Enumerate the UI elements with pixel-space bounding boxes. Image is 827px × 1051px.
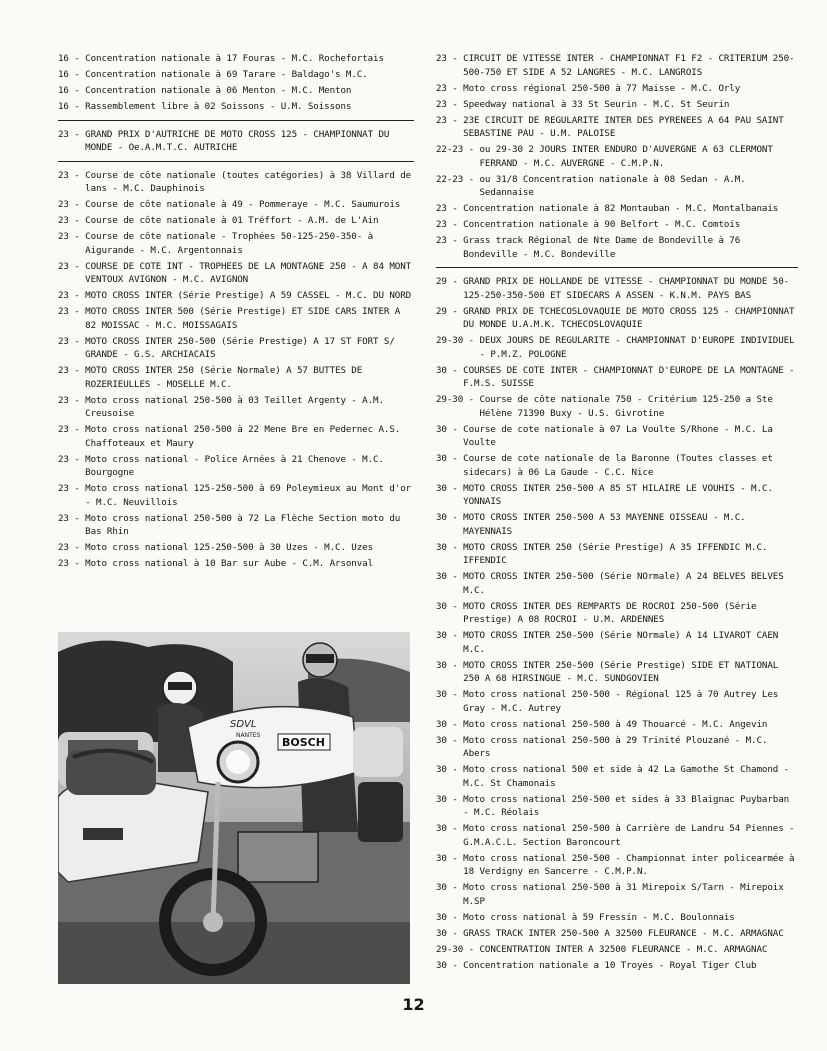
- entry-separator: -: [463, 335, 480, 346]
- entry-date: 30: [436, 689, 447, 700]
- calendar-entry: [436, 423, 798, 450]
- calendar-entry: [58, 214, 414, 228]
- entry-separator: -: [68, 215, 86, 226]
- entry-separator: -: [68, 394, 86, 406]
- calendar-entry: [436, 452, 798, 479]
- entry-text: 23E CIRCUIT DE REGULARITE INTER DES PYRENEES A 64 PAU SAINT SEBASTINE PAU - U.M. PALOISE: [463, 114, 784, 139]
- entry-date: 30: [436, 959, 447, 971]
- calendar-entry: [58, 541, 414, 555]
- right-group-1: [436, 52, 798, 261]
- entry-date: 23: [58, 394, 69, 406]
- entry-date: 23: [58, 231, 69, 242]
- entry-date: 23: [436, 98, 447, 110]
- right-column: [436, 52, 798, 975]
- entry-separator: -: [446, 453, 464, 464]
- entry-text: Moto cross national 250-500 à 72 La Flèche Section moto du Bas Rhin: [85, 512, 401, 537]
- entry-text: ou 29-30 2 JOURS INTER ENDURO D'AUVERGNE A 63 CLERMONT FERRAND - M.C. AUVERGNE - C.M.P.N.: [479, 144, 773, 169]
- entry-separator: -: [446, 541, 464, 553]
- entry-separator: -: [68, 169, 86, 181]
- entry-separator: -: [68, 453, 86, 465]
- calendar-entry: [58, 482, 414, 509]
- page-number: 12: [402, 995, 425, 1014]
- calendar-entry: [58, 260, 414, 287]
- entry-text: Concentration nationale a 10 Troyes - Royal Tiger Club: [463, 959, 757, 971]
- entry-separator: -: [446, 882, 464, 893]
- entry-separator: -: [446, 600, 464, 612]
- entry-separator: -: [446, 571, 464, 582]
- entry-date: 23: [58, 169, 69, 181]
- entry-separator: -: [68, 69, 86, 80]
- calendar-entry: [436, 763, 798, 790]
- entry-separator: -: [446, 911, 464, 923]
- calendar-entry: [436, 173, 798, 200]
- entry-separator: -: [68, 128, 86, 140]
- entry-date: 30: [436, 571, 447, 582]
- entry-text: Moto cross national 250-500 à 31 Mirepoix S/Tarn - Mirepoix M.SP: [463, 882, 784, 907]
- entry-separator: -: [446, 927, 464, 939]
- entry-text: Moto cross régional 250-500 à 77 Maisse - M.C. Orly: [463, 82, 741, 94]
- entry-date: 30: [436, 482, 447, 494]
- entry-date: 22-23: [436, 144, 464, 155]
- entry-text: Course de côte nationale 750 - Critérium 125-250 a Ste Hélène 71390 Buxy - U.S. Givrotine: [479, 394, 773, 419]
- entry-text: Concentration nationale à 17 Fouras - M.C. Rochefortais: [85, 53, 384, 64]
- entry-date: 23: [436, 219, 447, 230]
- entry-separator: -: [446, 364, 464, 376]
- entry-text: Moto cross national 125-250-500 à 69 Poleymieux au Mont d'or - M.C. Neuvillois: [85, 483, 412, 508]
- entry-date: 16: [58, 69, 69, 80]
- calendar-entry: [436, 114, 798, 141]
- entry-text: Moto cross national 250-500 à 29 Trinité Plouzané - M.C. Abers: [463, 734, 768, 759]
- entry-date: 23: [58, 558, 69, 569]
- entry-date: 23: [58, 199, 69, 210]
- entry-text: MOTO CROSS INTER 250-500 (Série Prestige) A 17 ST FORT S/ GRANDE - G.S. ARCHIACAIS: [85, 335, 395, 360]
- entry-text: Course de cote nationale à 07 La Voulte S/Rhone - M.C. La Voulte: [463, 423, 773, 448]
- calendar-entry: [58, 512, 414, 539]
- entry-separator: -: [68, 199, 86, 210]
- entry-text: MOTO CROSS INTER 500 (Série Prestige) ET SIDE CARS INTER A 82 MOISSAC - M.C. MOISSAGAIS: [85, 306, 401, 331]
- calendar-entry: [436, 822, 798, 849]
- entry-text: GRAND PRIX DE TCHECOSLOVAQUIE DE MOTO CROSS 125 - CHAMPIONNAT DU MONDE U.A.M.K. TCHECOSLOVAQUIE: [463, 305, 795, 330]
- calendar-entry: [58, 100, 414, 114]
- calendar-entry: [436, 82, 798, 96]
- entry-date: 16: [58, 85, 69, 96]
- entry-date: 23: [58, 483, 69, 494]
- entry-date: 23: [58, 542, 69, 553]
- entry-text: Moto cross national 250-500 et sides à 33 Blaignac Puybarban - M.C. Réolais: [463, 793, 790, 818]
- entry-text: Concentration nationale à 90 Belfort - M.C. Comtois: [463, 219, 741, 230]
- entry-date: 16: [58, 101, 69, 112]
- entry-text: MOTO CROSS INTER (Série Prestige) A 59 CASSEL - M.C. DU NORD: [85, 290, 412, 301]
- calendar-entry: [58, 335, 414, 362]
- entry-text: Course de côte nationale à 49 - Pommeraye - M.C. Saumurois: [85, 199, 401, 210]
- entry-date: 30: [436, 659, 447, 671]
- entry-date: 23: [58, 260, 69, 272]
- calendar-entry: [58, 453, 414, 480]
- entry-separator: -: [446, 423, 464, 435]
- entry-separator: -: [68, 335, 86, 347]
- calendar-entry: [436, 927, 798, 941]
- calendar-entry: [436, 718, 798, 732]
- entry-separator: -: [446, 823, 464, 834]
- entry-date: 30: [436, 423, 447, 435]
- entry-text: COURSE DE COTE INT - TROPHEES DE LA MONTAGNE 250 - A 84 MONT VENTOUX AVIGNON - M.C. AVIGNON: [85, 260, 412, 285]
- entry-text: Course de côte nationale - Trophées 50-125-250-350- à Aigurande - M.C. Argentonnais: [85, 231, 374, 256]
- entry-date: 23: [58, 424, 69, 435]
- entry-text: Concentration nationale à 06 Menton - M.C. Menton: [85, 85, 352, 96]
- entry-date: 29: [436, 276, 447, 287]
- entry-text: ou 31/8 Concentration nationale à 08 Sedan - A.M. Sedannaise: [479, 173, 746, 198]
- calendar-entry: [436, 202, 798, 216]
- entry-separator: -: [446, 219, 464, 230]
- calendar-entry: [58, 364, 414, 391]
- entry-date: 23: [58, 306, 69, 317]
- calendar-entry: [436, 911, 798, 925]
- entry-date: 22-23: [436, 173, 464, 185]
- entry-separator: -: [446, 276, 464, 287]
- entry-separator: -: [68, 290, 86, 301]
- entry-separator: -: [446, 959, 464, 971]
- entry-date: 30: [436, 512, 447, 523]
- entry-date: 23: [436, 53, 447, 64]
- entry-text: MOTO CROSS INTER DES REMPARTS DE ROCROI 250-500 (Série Prestige) A 08 ROCROI - U.M. ARDENNES: [463, 600, 757, 625]
- entry-date: 29-30: [436, 335, 464, 346]
- entry-separator: -: [463, 394, 480, 405]
- calendar-entry: [58, 557, 414, 571]
- entry-text: Moto cross national - Police Arnées à 21 Chenove - M.C. Bourgogne: [85, 453, 384, 478]
- calendar-entry: [436, 629, 798, 656]
- entry-date: 23: [58, 365, 69, 376]
- entry-text: Moto cross national à 10 Bar sur Aube - C.M. Arsonval: [85, 558, 374, 569]
- entry-separator: -: [68, 483, 86, 494]
- entry-date: 29: [436, 305, 447, 317]
- section-divider: [58, 120, 414, 121]
- section-divider: [58, 161, 414, 162]
- entry-text: Moto cross national 250-500 - Championnat inter policearmée à 18 Verdigny en Sancerre - C.M.P.N.: [463, 852, 795, 877]
- entry-date: 30: [436, 882, 447, 893]
- entry-separator: -: [68, 424, 86, 435]
- calendar-entry: [436, 852, 798, 879]
- calendar-entry: [436, 659, 798, 686]
- calendar-entry: [58, 198, 414, 212]
- entry-separator: -: [446, 98, 464, 110]
- entry-text: GRASS TRACK INTER 250-500 A 32500 FLEURANCE - M.C. ARMAGNAC: [463, 927, 784, 939]
- calendar-entry: [436, 959, 798, 973]
- calendar-entry: [58, 84, 414, 98]
- fairing-text: SDVL: [230, 719, 257, 730]
- calendar-entry: [436, 688, 798, 715]
- entry-date: 30: [436, 911, 447, 923]
- entry-date: 30: [436, 630, 447, 641]
- entry-text: CIRCUIT DE VITESSE INTER - CHAMPIONNAT F1 F2 - CRITERIUM 250-500-750 ET SIDE A 52 LANGRES - M.C. LANGROIS: [463, 53, 795, 78]
- calendar-entry: [58, 305, 414, 332]
- calendar-entry: [58, 169, 414, 196]
- calendar-entry: [436, 234, 798, 261]
- calendar-entry: [436, 511, 798, 538]
- entry-separator: -: [68, 306, 86, 317]
- entry-text: Concentration nationale à 82 Montauban - M.C. Montalbanais: [463, 203, 779, 214]
- calendar-entry: [436, 482, 798, 509]
- entry-date: 30: [436, 927, 447, 939]
- left-group-2: [58, 128, 414, 155]
- entry-separator: -: [446, 793, 464, 805]
- calendar-entry: [436, 334, 798, 361]
- entry-text: Grass track Régional de Nte Dame de Bondeville à 76 Bondeville - M.C. Bondeville: [463, 235, 741, 260]
- entry-separator: -: [446, 82, 464, 94]
- calendar-entry: [436, 734, 798, 761]
- entry-text: MOTO CROSS INTER 250-500 A 53 MAYENNE OISSEAU - M.C. MAYENNAIS: [463, 512, 746, 537]
- entry-separator: -: [446, 734, 464, 746]
- entry-date: 30: [436, 793, 447, 805]
- entry-date: 30: [436, 541, 447, 553]
- entry-text: GRAND PRIX D'AUTRICHE DE MOTO CROSS 125 - CHAMPIONNAT DU MONDE - Oe.A.M.T.C. AUTRICHE: [85, 128, 390, 153]
- entry-date: 30: [436, 718, 447, 730]
- entry-separator: -: [68, 365, 86, 376]
- entry-separator: -: [68, 512, 86, 524]
- calendar-entry: [436, 275, 798, 302]
- entry-text: MOTO CROSS INTER 250-500 (Série NOrmale) A 14 LIVAROT CAEN M.C.: [463, 630, 779, 655]
- entry-separator: -: [68, 260, 86, 272]
- sponsor-text: BOSCH: [282, 736, 325, 749]
- entry-date: 23: [58, 453, 69, 465]
- entry-text: Course de cote nationale de la Baronne (Toutes classes et sidecars) à 06 La Gaude - C.C. Nice: [463, 453, 773, 478]
- calendar-entry: [436, 305, 798, 332]
- calendar-entry: [436, 881, 798, 908]
- calendar-entry: [58, 128, 414, 155]
- entry-date: 30: [436, 852, 447, 864]
- entry-separator: -: [463, 943, 480, 955]
- entry-date: 23: [58, 335, 69, 347]
- left-column: [58, 52, 414, 573]
- entry-separator: -: [446, 718, 464, 730]
- entry-date: 30: [436, 600, 447, 612]
- entry-text: DEUX JOURS DE REGULARITE - CHAMPIONNAT D'EUROPE INDIVIDUEL - P.M.Z. POLOGNE: [479, 335, 795, 360]
- entry-text: CONCENTRATION INTER A 32500 FLEURANCE - M.C. ARMAGNAC: [479, 943, 768, 955]
- entry-date: 30: [436, 764, 447, 775]
- entry-date: 29-30: [436, 394, 464, 405]
- sidecar-photo: [58, 632, 410, 984]
- entry-separator: -: [446, 659, 464, 671]
- entry-text: COURSES DE COTE INTER - CHAMPIONNAT D'EUROPE DE LA MONTAGNE - F.M.S. SUISSE: [463, 364, 795, 389]
- calendar-entry: [436, 541, 798, 568]
- entry-date: 30: [436, 364, 447, 376]
- fairing-subtext: NANTES: [236, 732, 261, 739]
- entry-text: MOTO CROSS INTER 250-500 (Série NOrmale) A 24 BELVES BELVES M.C.: [463, 571, 784, 596]
- entry-date: 23: [436, 114, 447, 126]
- entry-text: Moto cross national 250-500 à 49 Thouarcé - M.C. Angevin: [463, 718, 768, 730]
- entry-separator: -: [68, 542, 86, 553]
- left-group-3: [58, 169, 414, 571]
- calendar-entry: [436, 52, 798, 79]
- entry-date: 30: [436, 734, 447, 746]
- entry-separator: -: [446, 305, 464, 317]
- left-group-1: [58, 52, 414, 114]
- entry-text: MOTO CROSS INTER 250-500 A 85 ST HILAIRE LE VOUHIS - M.C. YONNAIS: [463, 482, 773, 507]
- entry-text: Speedway national à 33 St Seurin - M.C. St Seurin: [463, 98, 730, 110]
- entry-text: Moto cross national 250-500 à 22 Mene Bre en Pedernec A.S. Chaffoteaux et Maury: [85, 424, 401, 449]
- section-divider: [436, 267, 798, 268]
- entry-separator: -: [68, 85, 86, 96]
- entry-separator: -: [68, 53, 86, 64]
- entry-text: MOTO CROSS INTER 250 (Série Prestige) A 35 IFFENDIC M.C. IFFENDIC: [463, 541, 768, 566]
- calendar-entry: [436, 143, 798, 170]
- entry-text: Moto cross national 500 et side à 42 La Gamothe St Chamond - M.C. St Chamonais: [463, 764, 790, 789]
- entry-separator: -: [68, 558, 86, 569]
- entry-text: Moto cross national 250-500 à Carrière de Landru 54 Piennes - G.M.A.C.L. Section Baroncourt: [463, 823, 795, 848]
- entry-text: Course de côte nationale (toutes catégories) à 38 Villard de lans - M.C. Dauphinois: [85, 169, 412, 194]
- calendar-entry: [58, 289, 414, 303]
- entry-date: 23: [58, 512, 69, 524]
- entry-text: Moto cross national 125-250-500 à 30 Uzes - M.C. Uzes: [85, 542, 374, 553]
- entry-text: Moto cross national 250-500 - Régional 125 à 70 Autrey Les Gray - M.C. Autrey: [463, 689, 779, 714]
- entry-text: MOTO CROSS INTER 250 (Série Normale) A 57 BUTTES DE ROZERIEULLES - MOSELLE M.C.: [85, 365, 363, 390]
- entry-date: 23: [436, 82, 447, 94]
- calendar-entry: [436, 393, 798, 420]
- entry-separator: -: [446, 53, 464, 64]
- entry-date: 30: [436, 453, 447, 464]
- entry-date: 16: [58, 53, 69, 64]
- entry-date: 29-30: [436, 943, 464, 955]
- entry-separator: -: [446, 852, 464, 864]
- entry-separator: -: [463, 173, 480, 185]
- calendar-entry: [58, 68, 414, 82]
- entry-text: Moto cross national à 59 Fressin - M.C. Boulonnais: [463, 911, 735, 923]
- calendar-entry: [436, 570, 798, 597]
- entry-separator: -: [446, 512, 464, 523]
- entry-separator: -: [446, 630, 464, 641]
- entry-separator: -: [463, 144, 480, 155]
- calendar-entry: [436, 600, 798, 627]
- entry-separator: -: [446, 114, 464, 126]
- entry-separator: -: [68, 231, 86, 242]
- entry-date: 23: [58, 290, 69, 301]
- entry-separator: -: [446, 482, 464, 494]
- entry-separator: -: [68, 101, 86, 112]
- right-group-2: [436, 275, 798, 972]
- calendar-entry: [436, 793, 798, 820]
- entry-text: Rassemblement libre à 02 Soissons - U.M. Soissons: [85, 101, 352, 112]
- entry-text: Concentration nationale à 69 Tarare - Baldago's M.C.: [85, 69, 368, 80]
- calendar-entry: [58, 52, 414, 66]
- calendar-entry: [436, 98, 798, 112]
- entry-text: Course de côte nationale à 01 Tréffort - A.M. de L'Ain: [85, 215, 379, 226]
- entry-date: 23: [58, 215, 69, 226]
- entry-separator: -: [446, 764, 464, 775]
- entry-date: 23: [436, 235, 447, 246]
- entry-date: 23: [58, 128, 69, 140]
- calendar-entry: [58, 423, 414, 450]
- entry-text: MOTO CROSS INTER 250-500 (Série Prestige) SIDE ET NATIONAL 250 A 68 HIRSINGUE - M.C. SUNDGOVIEN: [463, 659, 779, 684]
- entry-text: Moto cross national 250-500 à 03 Teillet Argenty - A.M. Creusoise: [85, 394, 384, 419]
- entry-separator: -: [446, 689, 464, 700]
- entry-date: 23: [436, 203, 447, 214]
- calendar-entry: [436, 218, 798, 232]
- entry-separator: -: [446, 235, 464, 246]
- entry-text: GRAND PRIX DE HOLLANDE DE VITESSE - CHAMPIONNAT DU MONDE 50-125-250-350-500 ET SIDECARS A ASSEN - K.N.M. PAYS BAS: [463, 276, 790, 301]
- calendar-entry: [436, 943, 798, 957]
- calendar-entry: [58, 394, 414, 421]
- entry-separator: -: [446, 203, 464, 214]
- calendar-entry: [436, 364, 798, 391]
- calendar-entry: [58, 230, 414, 257]
- entry-date: 30: [436, 823, 447, 834]
